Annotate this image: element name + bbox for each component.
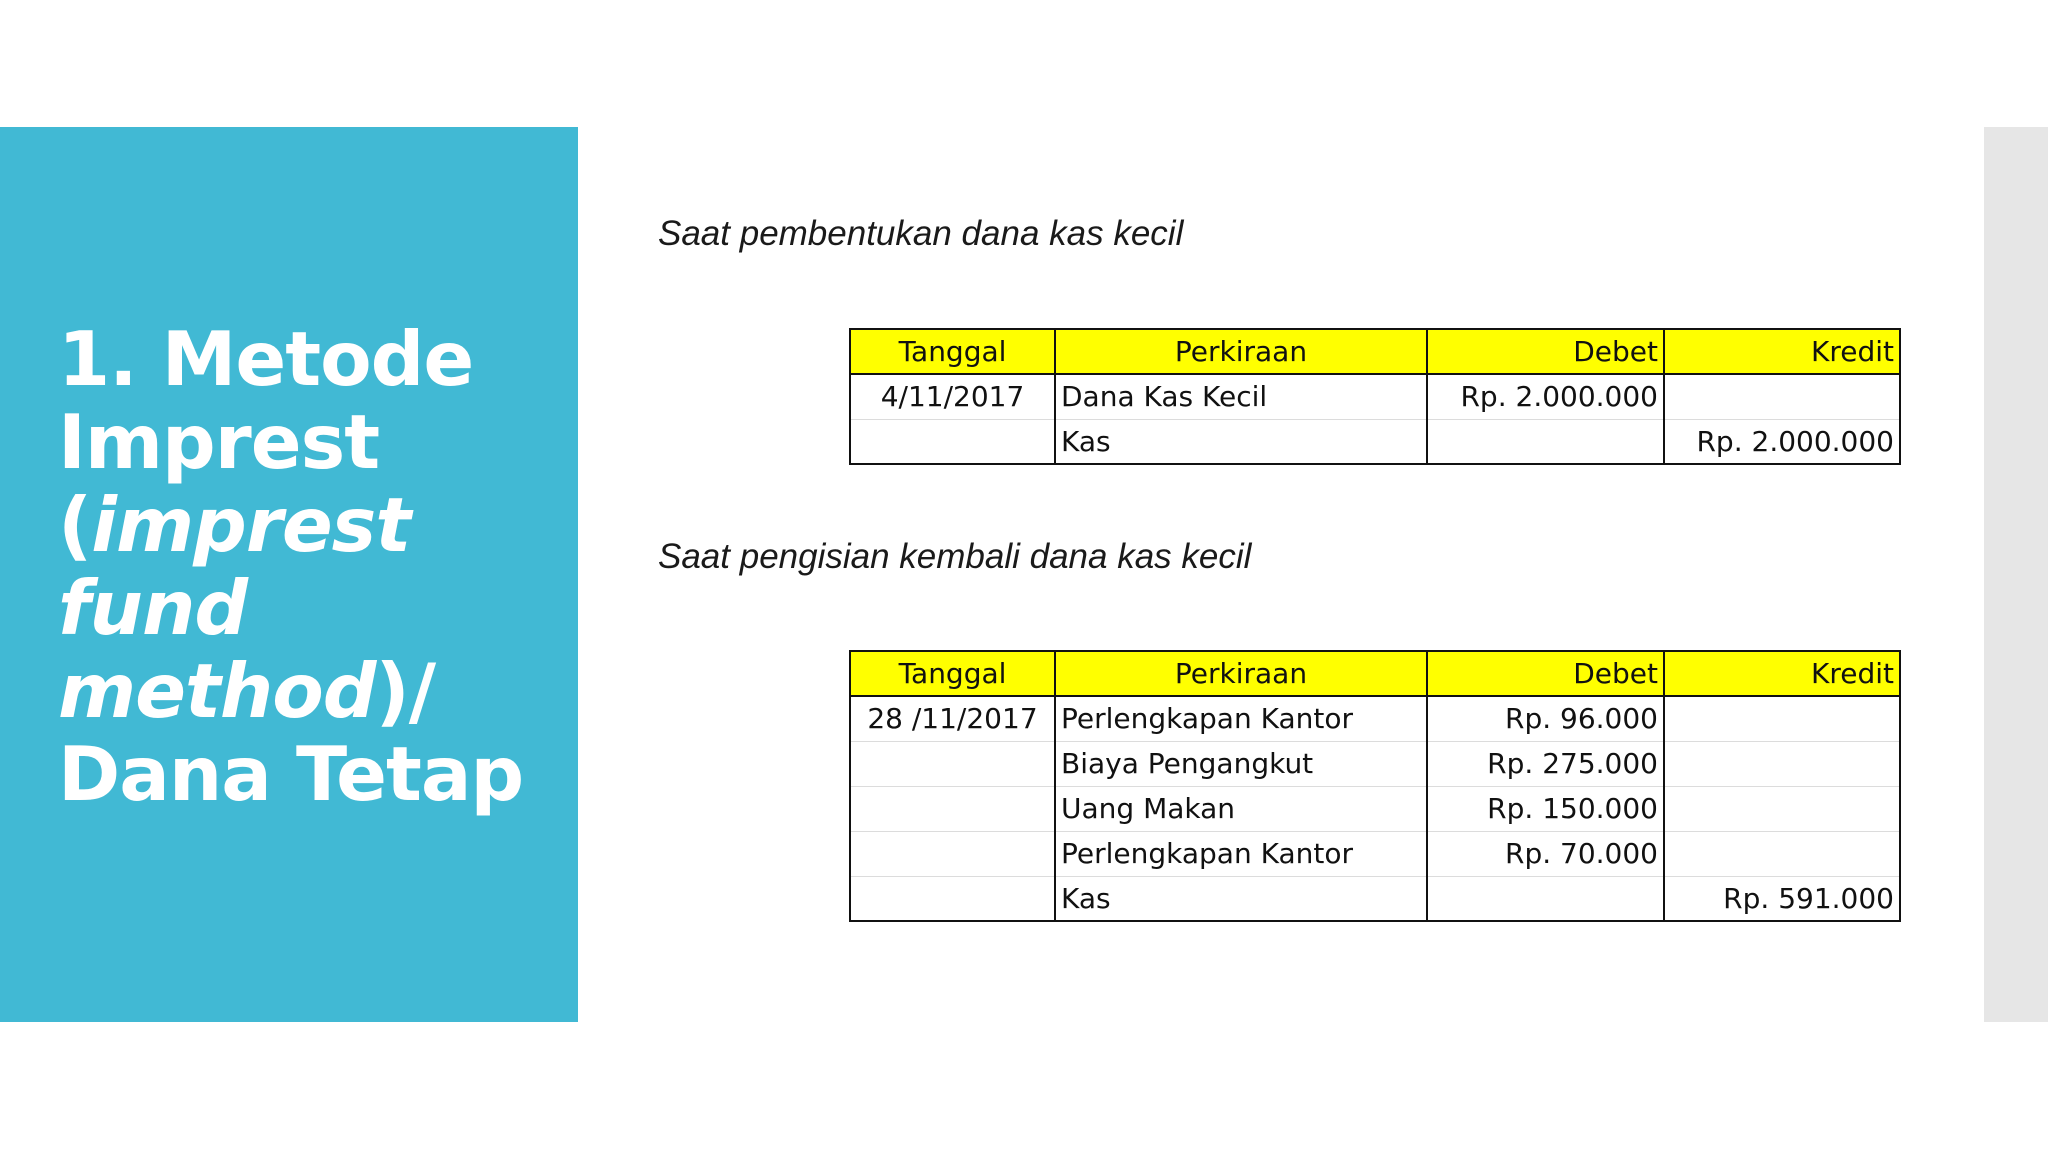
cell-kredit [1664,374,1900,419]
table-row [850,419,1900,464]
cell-tanggal: 28 /11/2017 [850,696,1055,741]
header-kredit: Kredit [1664,329,1900,374]
cell-tanggal [850,876,1055,921]
cell-perkiraan: Kas [1055,419,1427,464]
cell-debet: Rp. 275.000 [1427,741,1664,786]
cell-kredit [1664,786,1900,831]
title-paren-close: )/ [375,647,436,735]
cell-tanggal [850,831,1055,876]
cell-tanggal [850,786,1055,831]
cell-debet: Rp. 150.000 [1427,786,1664,831]
table-header-row [850,329,1900,374]
cell-debet: Rp. 2.000.000 [1427,374,1664,419]
header-tanggal: Tanggal [850,651,1055,696]
cell-perkiraan: Uang Makan [1055,786,1427,831]
cell-tanggal: 4/11/2017 [850,374,1055,419]
cell-perkiraan: Perlengkapan Kantor [1055,831,1427,876]
cell-kredit [1664,831,1900,876]
caption-formation: Saat pembentukan dana kas kecil [658,214,1184,253]
header-debet: Debet [1427,329,1664,374]
cell-perkiraan: Kas [1055,876,1427,921]
title-italic-2: fund [58,564,248,652]
title-paren-open: ( [58,481,92,569]
cell-kredit: Rp. 591.000 [1664,876,1900,921]
side-strip [1984,127,2048,1022]
header-perkiraan: Perkiraan [1055,651,1427,696]
table-row [850,786,1900,831]
table-row [850,831,1900,876]
cell-kredit [1664,741,1900,786]
slide-title [58,315,568,818]
cell-debet: Rp. 96.000 [1427,696,1664,741]
title-italic-3: method [58,647,376,735]
table-header-row [850,651,1900,696]
header-debet: Debet [1427,651,1664,696]
cell-debet [1427,419,1664,464]
header-perkiraan: Perkiraan [1055,329,1427,374]
journal-table-replenishment [849,650,1901,922]
journal-table-formation [849,328,1901,465]
cell-perkiraan: Dana Kas Kecil [1055,374,1427,419]
table-row [850,741,1900,786]
cell-kredit: Rp. 2.000.000 [1664,419,1900,464]
title-italic-1: imprest [91,481,411,569]
header-tanggal: Tanggal [850,329,1055,374]
title-line-last: Dana Tetap [58,730,524,818]
title-line-1: 1. Metode [58,315,474,403]
cell-kredit [1664,696,1900,741]
title-line-2: Imprest [58,398,380,486]
cell-tanggal [850,419,1055,464]
table-row [850,374,1900,419]
table-row [850,696,1900,741]
table-row [850,876,1900,921]
cell-perkiraan: Perlengkapan Kantor [1055,696,1427,741]
cell-debet [1427,876,1664,921]
caption-replenishment: Saat pengisian kembali dana kas kecil [658,537,1252,576]
cell-debet: Rp. 70.000 [1427,831,1664,876]
cell-perkiraan: Biaya Pengangkut [1055,741,1427,786]
cell-tanggal [850,741,1055,786]
header-kredit: Kredit [1664,651,1900,696]
